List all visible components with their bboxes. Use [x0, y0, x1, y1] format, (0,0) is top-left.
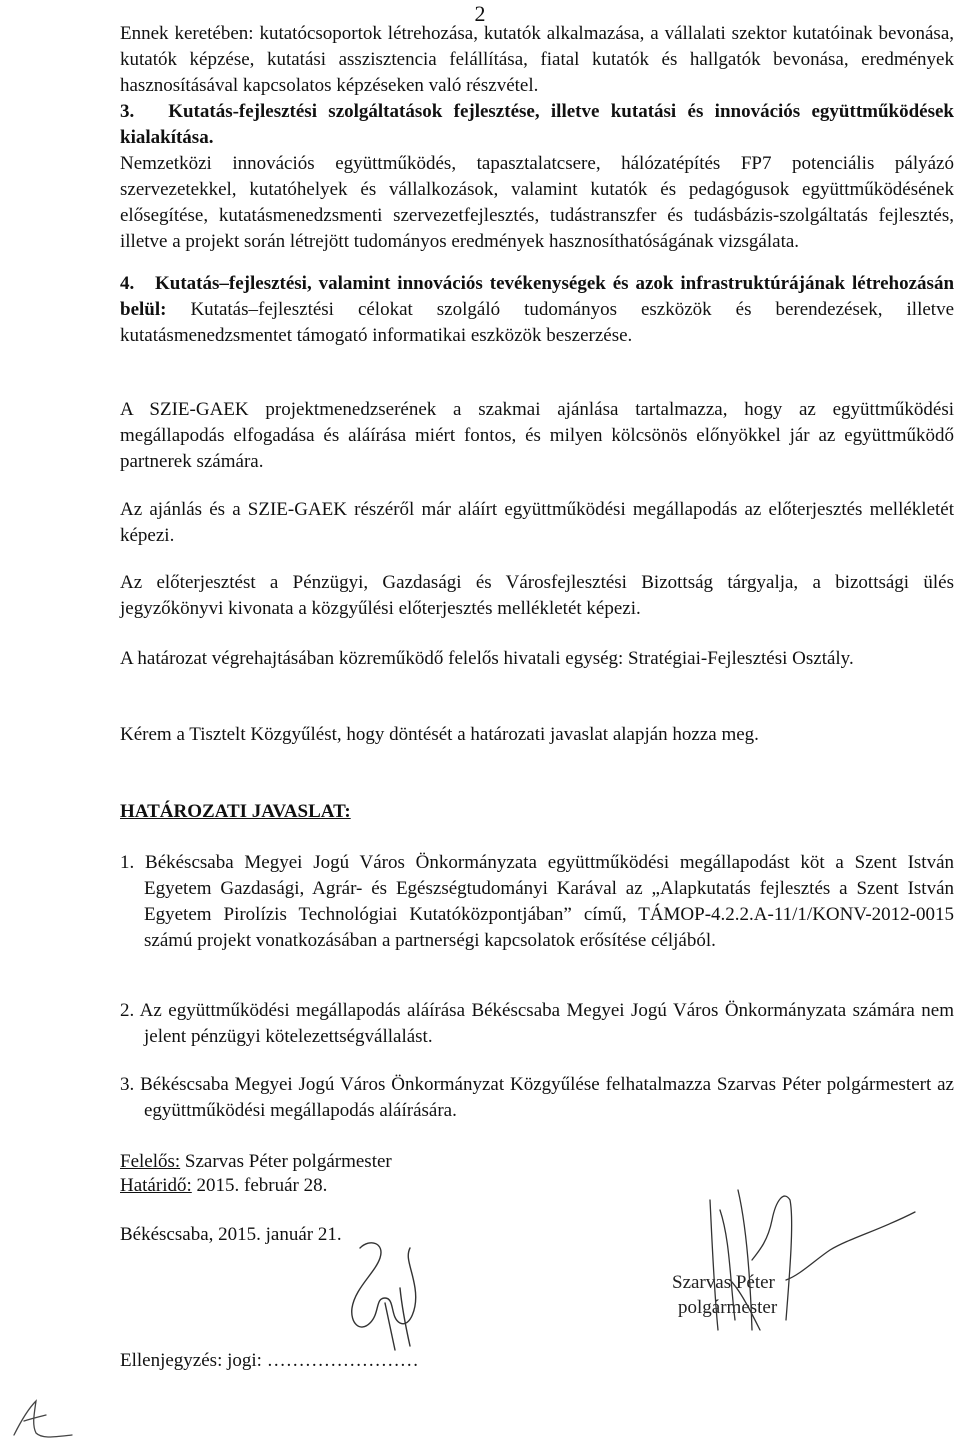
resolution-item-1 [120, 850, 954, 954]
paragraph-committee: Az előterjesztést a Pénzügyi, Gazdasági és Városfejlesztési Bizottság tárgyalja, a bizottsági ülés jegyzőkönyvi kivonata a közgyűlési előterjesztés mellékletét képezi. [120, 572, 954, 619]
intro-paragraph: Ennek keretében: kutatócsoportok létrehozása, kutatók alkalmazása, a vállalati szektor kutatóinak bevonása, kutatók képzése, kutatási asszisztencia felállítása, fiatal kutatók és hallgatók bevonása, eredmények hasznosításával kapcsolatos képzéseken való részvétel. [120, 23, 954, 96]
paragraph-attachment: Az ajánlás és a SZIE-GAEK részéről már aláírt együttműködési megállapodás az előterjesztés mellékletét képezi. [120, 499, 954, 546]
resolution-item-2-number: 2. [120, 1000, 135, 1021]
legal-countersign-dots: …………………… [266, 1350, 419, 1371]
resolution-item-3-text: Békéscsaba Megyei Jogú Város Önkormányzat Közgyűlése felhatalmazza Szarvas Péter polgármestert az együttműködési megállapodás aláírására. [140, 1074, 954, 1121]
section-3-title: Kutatás-fejlesztési szolgáltatások fejlesztése, illetve kutatási és innovációs együttműködések kialakítása. [120, 101, 955, 148]
deadline-value: 2015. február 28. [196, 1175, 328, 1196]
section-4-title: Kutatás–fejlesztési, valamint innovációs tevékenységek és azok infrastruktúrájának létrehozásán belül: [120, 273, 955, 320]
resolution-item-2 [120, 998, 954, 1050]
resolution-item-3 [120, 1072, 954, 1124]
mayor-signature-scribble [690, 1180, 920, 1350]
responsible-value: Szarvas Péter polgármester [184, 1151, 392, 1172]
section-4-body: Kutatás–fejlesztési célokat szolgáló tudományos eszközök és berendezések, illetve kutatásmenedzsmentet támogató informatikai eszközök beszerzése. [120, 299, 955, 346]
page-number: 2 [474, 1, 486, 26]
section-3-body: Nemzetközi innovációs együttműködés, tapasztalatcsere, hálózatépítés FP7 potenciális pályázó szervezetekkel, kutatóhelyek és vállalkozások, valamint kutatók és pedagógusok együttműködésének elősegítése, kutatásmenedzsmenti szervezetfejlesztés, tudástranszfer és tudásbázis-szolgáltatás fejlesztés, illetve a projekt során létrejött tudományos eredmények hasznosíthatóságának vizsgálata. [120, 153, 954, 252]
section-3-heading [120, 99, 954, 151]
paragraph-recommendation: A SZIE-GAEK projektmenedzserének a szakmai ajánlása tartalmazza, hogy az együttműködési megállapodás elfogadása és aláírása miért fontos, és milyen kölcsönös előnyökkel jár az együttműködő partnerek számára. [120, 399, 954, 472]
resolution-title: HATÁROZATI JAVASLAT: [120, 801, 351, 822]
signatory-title: polgármester [678, 1297, 778, 1318]
responsible-row [120, 1149, 392, 1175]
signatory-name: Szarvas Péter [672, 1272, 775, 1293]
deadline-label: Határidő: [120, 1175, 192, 1196]
resolution-item-2-text: Az együttműködési megállapodás aláírása Békéscsaba Megyei Jogú Város Önkormányzata számára nem jelent pénzügyi kötelezettségvállalást. [139, 1000, 954, 1047]
resolution-item-3-number: 3. [120, 1074, 135, 1095]
section-3-number: 3. [120, 101, 135, 122]
responsible-label: Felelős: [120, 1151, 181, 1172]
section-4-number: 4. [120, 273, 135, 294]
paragraph-request: Kérem a Tisztelt Közgyűlést, hogy döntését a határozati javaslat alapján hozza meg. [120, 724, 759, 745]
section-4 [120, 271, 954, 349]
legal-countersign-label: Ellenjegyzés: jogi: [120, 1350, 262, 1371]
margin-initials-scribble [6, 1395, 76, 1443]
legal-signature-scribble [340, 1228, 430, 1368]
resolution-item-1-text: Békéscsaba Megyei Jogú Város Önkormányzata együttműködési megállapodást köt a Szent István Egyetem Gazdasági, Agrár- és Egészségtudományi Karával az „Alapkutatás fejlesztés a Szent István Egyetem Pirolízis Technológiai Kutatóközpontjában” című, TÁMOP-4.2.2.A-11/1/KONV-2012-0015 számú projekt vonatkozásában a partnerségi kapcsolatok erősítése céljából. [144, 852, 955, 951]
resolution-item-1-number: 1. [120, 852, 135, 873]
paragraph-responsible-unit: A határozat végrehajtásában közreműködő felelős hivatali egység: Stratégiai-Fejlesztési Osztály. [120, 648, 854, 669]
place-date: Békéscsaba, 2015. január 21. [120, 1224, 342, 1245]
deadline-row [120, 1173, 327, 1199]
